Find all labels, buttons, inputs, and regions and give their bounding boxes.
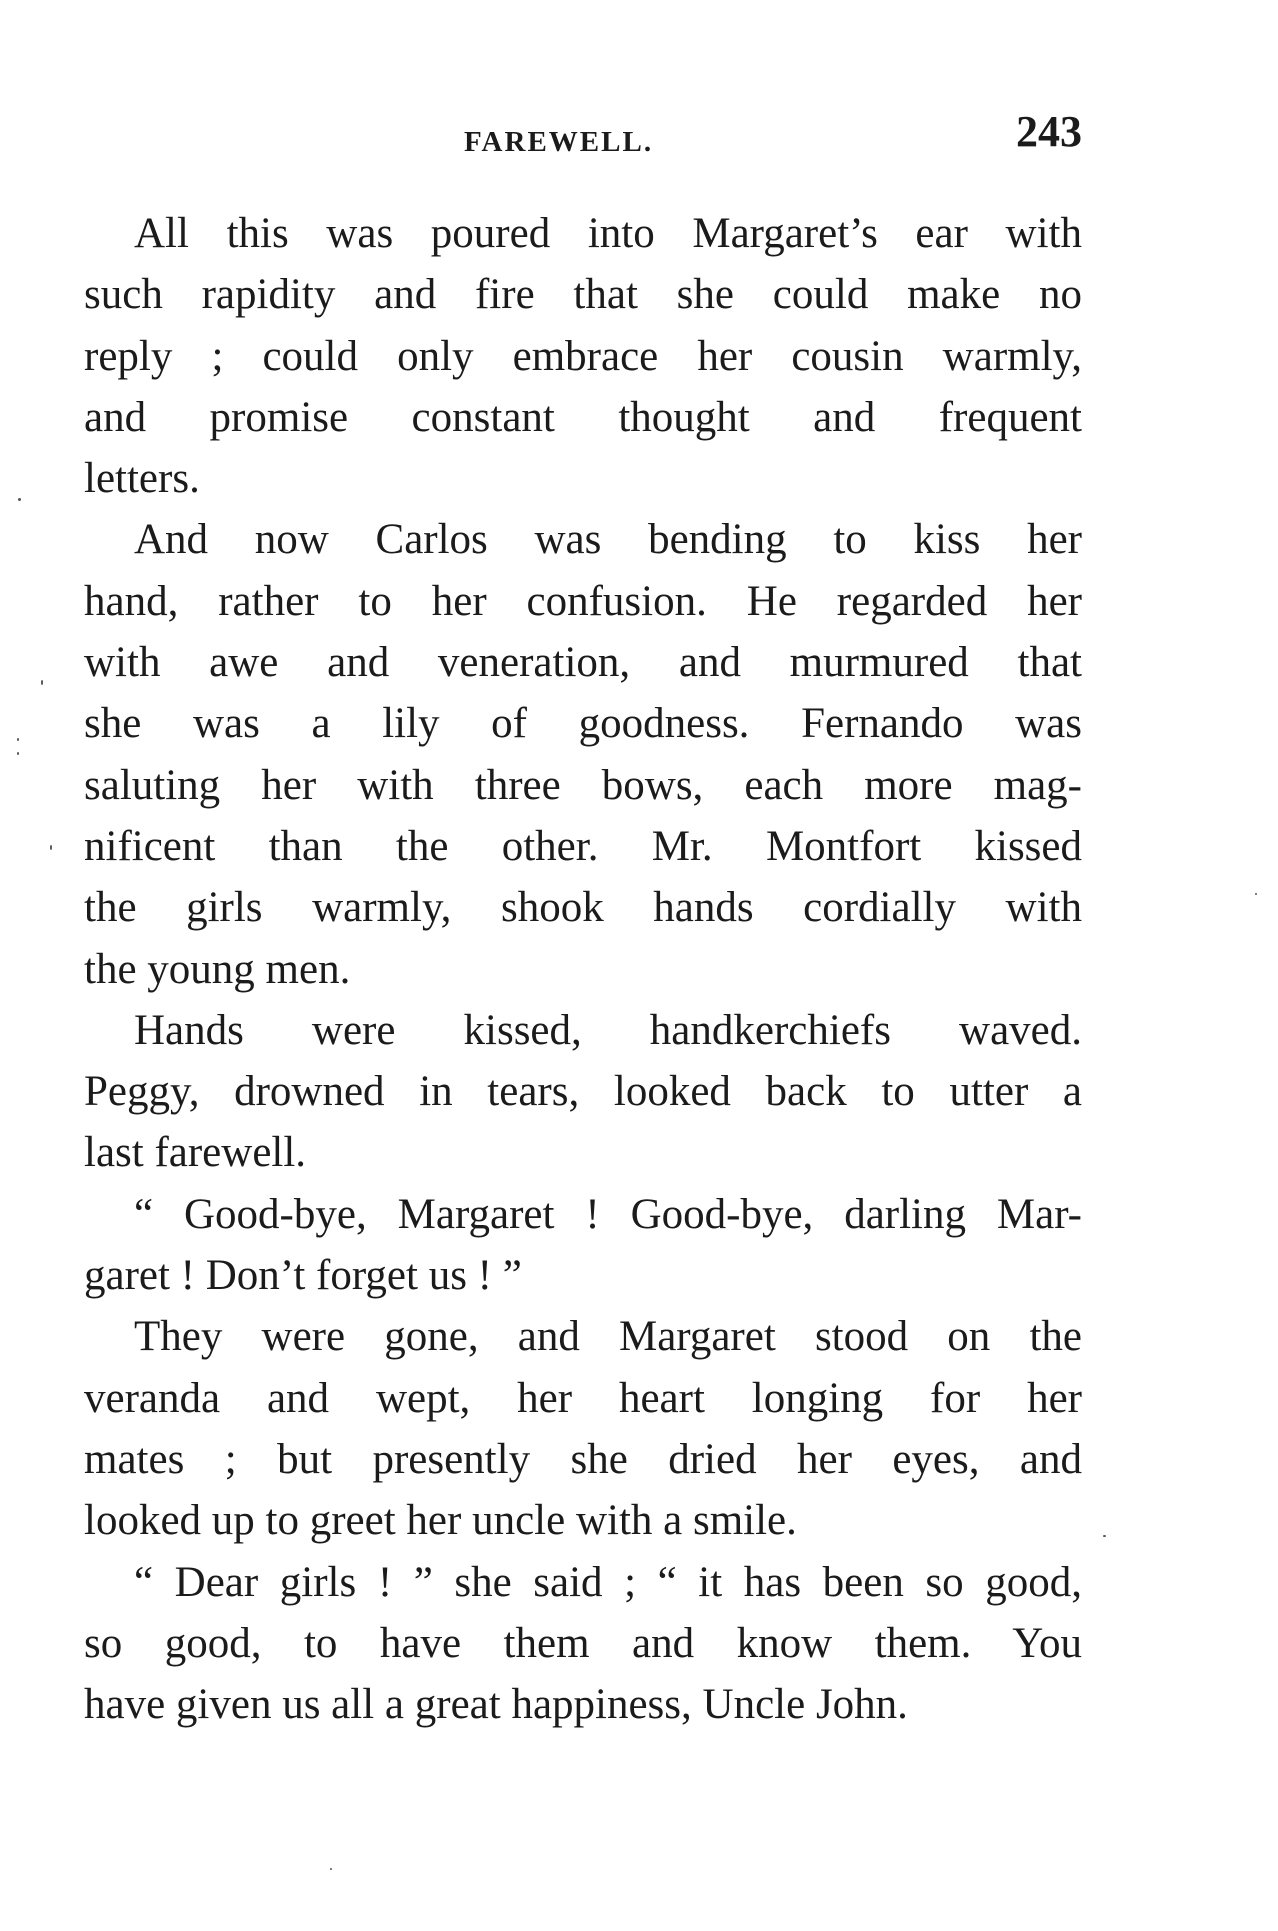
text-line: hand, rather to her confusion. He regarded her xyxy=(84,577,1082,625)
text-line: veranda and wept, her heart longing for her xyxy=(84,1374,1082,1422)
text-line: she was a lily of goodness. Fernando was xyxy=(84,700,1082,748)
text-line: the girls warmly, shook hands cordially with xyxy=(84,884,1082,932)
text-line: have given us all a great happiness, Uncle John. xyxy=(84,1681,908,1729)
text-line: the young men. xyxy=(84,945,351,993)
paper-speck xyxy=(17,738,19,741)
text-line: mates ; but presently she dried her eyes, and xyxy=(84,1435,1082,1483)
paper-speck xyxy=(18,498,21,501)
text-line: “ Dear girls ! ” she said ; “ it has been so good, xyxy=(134,1558,1082,1606)
paragraph-4 xyxy=(84,1184,1082,1307)
text-line: And now Carlos was bending to kiss her xyxy=(134,516,1082,564)
paper-speck xyxy=(50,845,52,850)
text-line: last farewell. xyxy=(84,1129,307,1177)
text-line: so good, to have them and know them. You xyxy=(84,1619,1082,1667)
text-line: nificent than the other. Mr. Montfort kissed xyxy=(84,822,1082,870)
running-head: FAREWELL. xyxy=(464,126,654,158)
text-line: garet ! Don’t forget us ! ” xyxy=(84,1252,522,1300)
text-line: looked up to greet her uncle with a smile. xyxy=(84,1497,797,1545)
text-line: All this was poured into Margaret’s ear with xyxy=(134,210,1082,257)
paper-speck xyxy=(17,752,19,755)
page-header xyxy=(84,106,1082,166)
paper-speck xyxy=(1103,1535,1106,1537)
text-line: letters. xyxy=(84,455,200,503)
text-line: They were gone, and Margaret stood on the xyxy=(134,1313,1082,1361)
paragraph-6 xyxy=(84,1552,1082,1736)
text-line: such rapidity and fire that she could make no xyxy=(84,271,1082,319)
paragraph-5 xyxy=(84,1306,1082,1551)
text-line: with awe and veneration, and murmured that xyxy=(84,639,1082,687)
paper-speck xyxy=(330,1868,332,1870)
text-line: saluting her with three bows, each more mag- xyxy=(84,761,1082,809)
text-line: and promise constant thought and frequent xyxy=(84,393,1082,441)
page-number: 243 xyxy=(1016,107,1082,156)
text-line: Hands were kissed, handkerchiefs waved. xyxy=(134,1006,1082,1054)
paragraph-2 xyxy=(84,509,1082,999)
text-line: reply ; could only embrace her cousin warmly, xyxy=(84,332,1082,380)
paragraph-3 xyxy=(84,1000,1082,1184)
text-line: Peggy, drowned in tears, looked back to utter a xyxy=(84,1068,1082,1116)
text-line: “ Good-bye, Margaret ! Good-bye, darling Mar- xyxy=(134,1190,1082,1238)
body-text xyxy=(84,203,1082,1735)
paper-speck xyxy=(1255,893,1257,895)
paragraph-1 xyxy=(84,203,1082,509)
paper-speck xyxy=(41,680,43,685)
